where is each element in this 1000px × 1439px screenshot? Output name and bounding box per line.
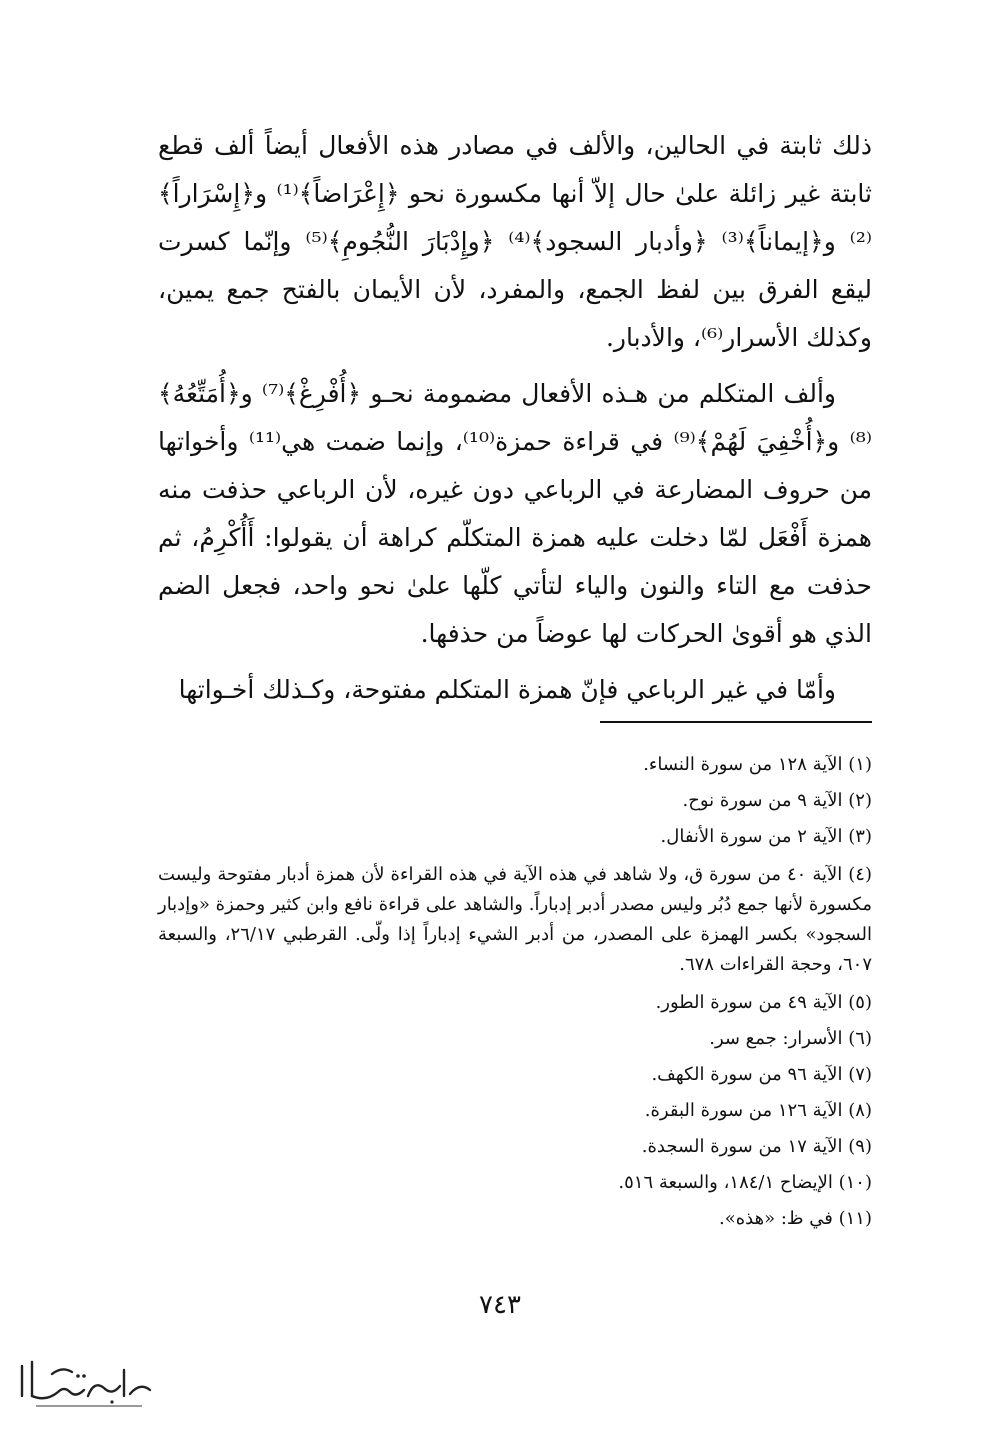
footnote-2: (٢) الآية ٩ من سورة نوح. [682,790,872,811]
footnote-10: (١٠) الإيضاح ١٨٤/١، والسبعة ٥١٦. [618,1172,872,1193]
paragraph-3: وأمّا في غير الرباعي فإنّ همزة المتكلم مفتوحة، وكـذلك أخـواتها [178,675,836,704]
footnote-4: (٤) الآية ٤٠ من سورة ق، ولا شاهد في هذه الآية في هذه القراءة لأن همزة أدبار مفتوحة وليست مكسورة لأنها جمع دُبُر وليس مصدر أدبر إدباراً. والشاهد على قراءة نافع وابن كثير وحمزة «وإدبار السجود» بكسر الهمزة على المصدر، من أدبر الشيء إدباراً إذا ولّى. القرطبي ٢٦/١٧، والسبعة ٦٠٧، وحجة القراءات ٦٧٨. [158,864,872,975]
footnote-7: (٧) الآية ٩٦ من سورة الكهف. [651,1064,872,1085]
footnote-11: (١١) في ظ: «هذه». [719,1208,872,1229]
footnote-6: (٦) الأسرار: جمع سر. [709,1028,872,1049]
paragraph-1: ذلك ثابتة في الحالين، والألف في مصادر هذه الأفعال أيضاً ألف قطع ثابتة غير زائلة علىٰ حال إلاّ أنها مكسورة نحو ﴿إِعْرَاضاً﴾⁽¹⁾ و﴿إِسْرَاراً﴾⁽²⁾ و﴿إيماناً﴾⁽³⁾ ﴿وأدبار السجود﴾⁽⁴⁾ ﴿وإِدْبَارَ النُّجُومِ﴾⁽⁵⁾ وإنّما كسرت ليقع الفرق بين لفظ الجمع، والمفرد، لأن الأيمان بالفتح جمع يمين، وكذلك الأسرار⁽⁶⁾، والأدبار. [158,131,872,352]
footnote-separator [600,721,872,723]
publisher-logo [12,1352,162,1412]
footnote-8: (٨) الآية ١٢٦ من سورة البقرة. [644,1100,872,1121]
footnotes [158,752,872,1242]
footnote-9: (٩) الآية ١٧ من سورة السجدة. [641,1136,872,1157]
footnote-5: (٥) الآية ٤٩ من سورة الطور. [655,992,872,1013]
footnote-1: (١) الآية ١٢٨ من سورة النساء. [643,754,872,775]
paragraph-2: وألف المتكلم من هـذه الأفعال مضمومة نحـو ﴿أُفْرِغْ﴾⁽⁷⁾ و﴿أُمَتِّعُهُ﴾⁽⁸⁾ و﴿أُخْفِيَ لَهُمْ﴾⁽⁹⁾ في قراءة حمزة⁽¹⁰⁾، وإنما ضمت هي⁽¹¹⁾ وأخواتها من حروف المضارعة في الرباعي دون غيره، لأن الرباعي حذفت منه همزة أَفْعَل لمّا دخلت عليه همزة المتكلّم كراهة أن يقولوا: أَأُكْرِمُ، ثم حذفت مع التاء والنون والياء لتأتي كلّها علىٰ نحو واحد، فجعل الضم الذي هو أقوىٰ الحركات لها عوضاً من حذفها. [158,379,872,648]
main-text [158,122,872,722]
footnote-3: (٣) الآية ٢ من سورة الأنفال. [660,826,872,847]
page-number: ٧٤٣ [479,1290,521,1320]
